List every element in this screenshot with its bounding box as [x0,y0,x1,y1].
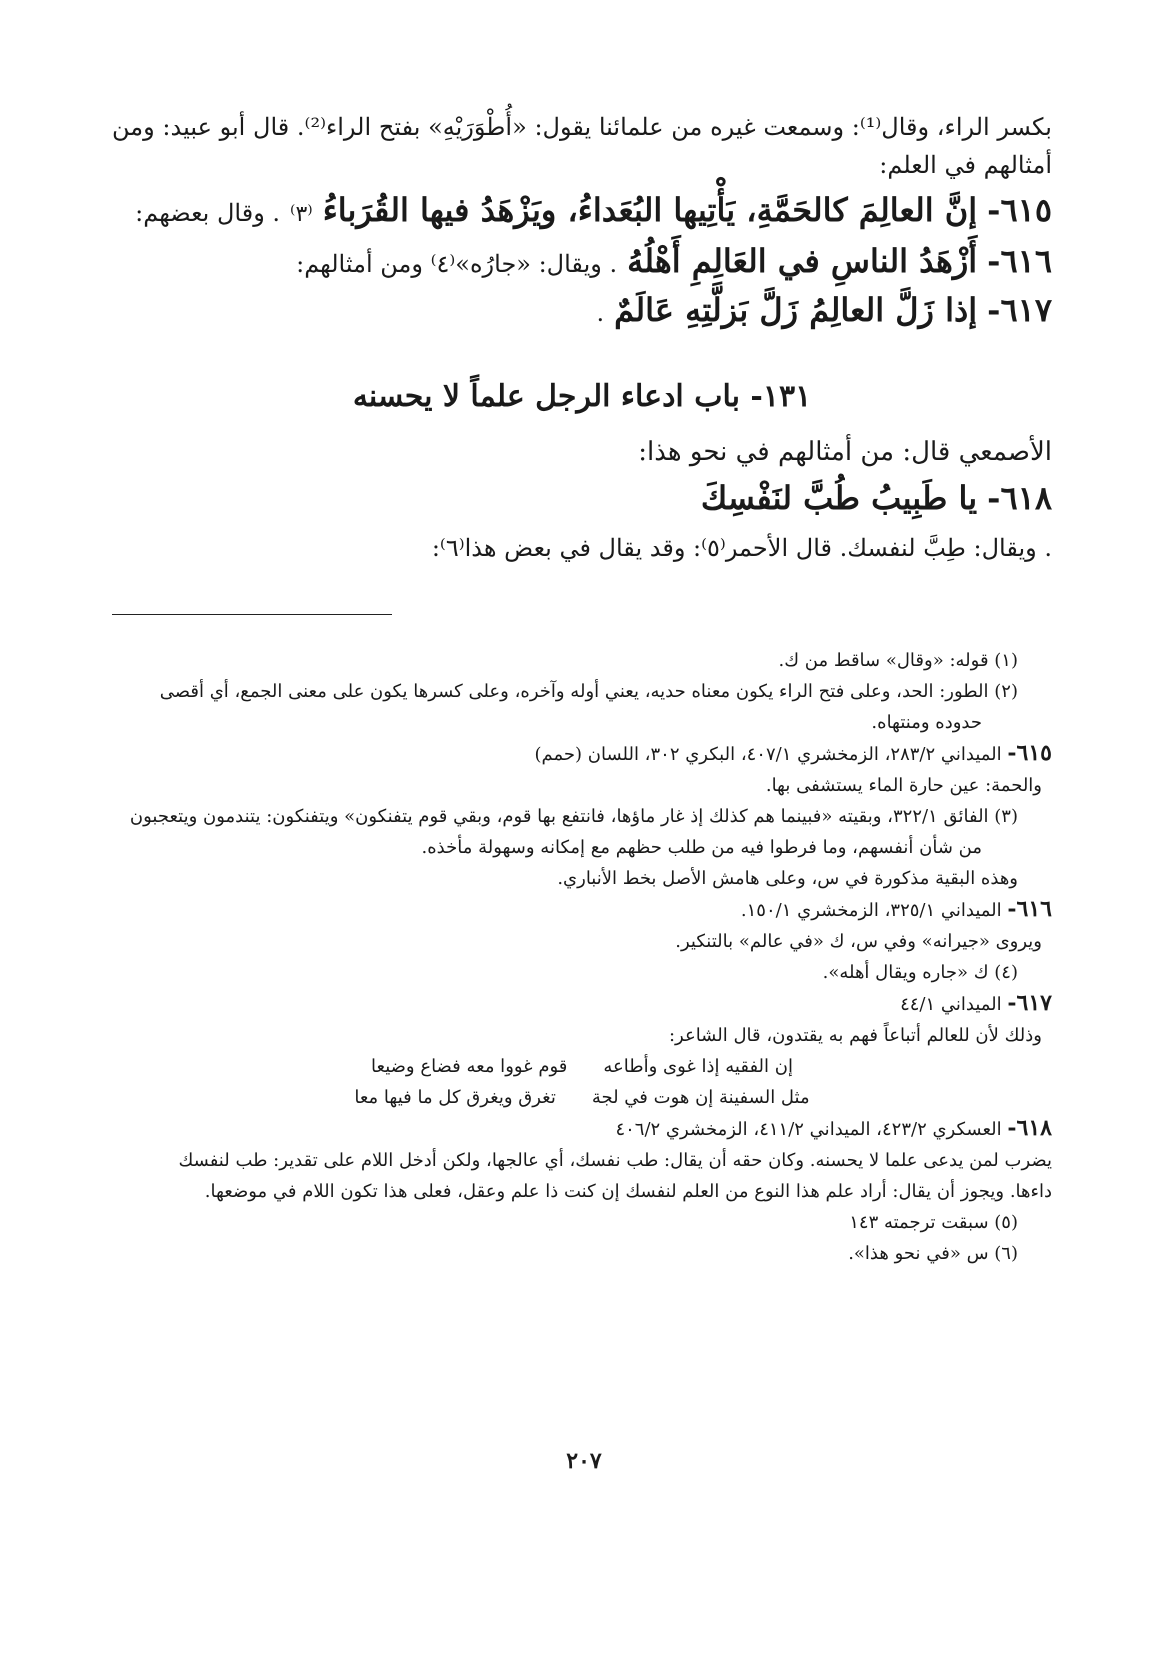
proverb-616 [112,241,1052,284]
proverb-text: يا طَبِيبُ طُبَّ لنَفْسِكَ [700,479,978,517]
reference-618 [112,1113,1052,1145]
page-body [112,108,1052,1269]
reference-text: العسكري ٤٢٣/٢، الميداني ٤١١/٢، الزمخشري ٤٠٦/٢ [615,1119,1002,1140]
proverb-text: أَزْهَدُ الناسِ في العَالِمِ أَهْلُهُ [627,242,978,280]
proverb-number: ٦١٦- [987,242,1052,280]
reference-617 [112,988,1052,1020]
footnote-divider [112,614,392,615]
footnote-1: (١) قوله: «وقال» ساقط من ك. [778,650,1018,671]
reference-615 [112,738,1052,770]
footnote-3-note: وهذه البقية مذكورة في س، وعلى هامش الأصل بخط الأنباري. [557,868,1018,889]
proverb-after: . [596,299,605,327]
proverb-618 [112,478,1052,568]
chapter-intro: الأصمعي قال: من أمثالهم في نحو هذا: [638,437,1052,467]
proverb-after: . ويقال: طِبَّ لنفسك. قال الأحمر⁽٥⁾: وقد يقال في بعض هذا⁽٦⁾: [431,534,1052,562]
proverb-615 [112,190,1052,235]
footnote-mark: ⁽٣⁾ [290,202,313,227]
footnote-2: (٢) الطور: الحد، وعلى فتح الراء يكون معناه حديه، يعني أوله وآخره، وعلى كسرها يكون على معنى الجمع، أي أقصى [159,681,1018,702]
reference-618-note-cont: داءها. ويجوز أن يقال: أراد علم هذا النوع من العلم لنفسك إن كنت ذا علم وعقل، فعلى هذا تكون اللام في موضعها. [204,1181,1052,1202]
page-number: ٢٠٧ [566,1448,602,1474]
footnote-3-cont: من شأن أنفسهم، وما فرطوا فيه من طلب حظهم مع إمكانه وسهولة مأخذه. [421,837,982,858]
reference-618-note: يضرب لمن يدعى علما لا يحسنه. وكان حقه أن يقال: طب نفسك، أي عالجها، ولكن أدخل اللام على تقدير: طب لنفسك [178,1150,1052,1171]
reference-text: الميداني ٤٤/١ [900,994,1002,1015]
proverb-number: ٦١٨- [987,479,1052,517]
footnote-3: (٣) الفائق ٣٢٢/١، وبقيته «فبينما هم كذلك إذ غار ماؤها، فانتفع بها قوم، وبقي قوم يتفنكون» ويتفنكون: يتندمون ويتعجبون [129,806,1018,827]
reference-number: ٦١٥- [1007,740,1052,766]
reference-617-note: وذلك لأن للعالم أتباعاً فهم به يقتدون، قال الشاعر: [668,1025,1042,1046]
hemistich: قوم غووا معه فضاع وضيعا [371,1056,568,1077]
hemistich: تغرق ويغرق كل ما فيها معا [354,1087,556,1108]
footnote-4: (٤) ك «جاره ويقال أهله». [822,962,1018,983]
proverb-after: . وقال بعضهم: [135,199,281,227]
proverb-number: ٦١٥- [987,191,1052,229]
hemistich: إن الفقيه إذا غوى وأطاعه [603,1056,793,1077]
hemistich: مثل السفينة إن هوت في لجة [591,1087,810,1108]
proverb-text: إذا زَلَّ العالِمُ زَلَّ بَزلَّتِهِ عَالَمٌ [614,291,978,329]
proverb-number: ٦١٧- [987,291,1052,329]
footnote-5: (٥) سبقت ترجمته ١٤٣ [849,1212,1018,1233]
footnote-6: (٦) س «في نحو هذا». [848,1243,1018,1264]
poem-verse-1 [112,1051,1052,1082]
reference-615-note: والحمة: عين حارة الماء يستشفى بها. [765,775,1042,796]
reference-text: الميداني ٢٨٣/٢، الزمخشري ٤٠٧/١، البكري ٣٠٢، اللسان (حمم) [534,744,1002,765]
reference-616 [112,894,1052,926]
footnotes [112,645,1052,1269]
reference-616-note: ويروى «جيرانه» وفي س، ك «في عالم» بالتنكير. [675,931,1042,952]
reference-number: ٦١٦- [1007,896,1052,922]
poem-verse-2 [112,1082,1052,1113]
chapter-heading: ١٣١- باب ادعاء الرجل علماً لا يحسنه [352,379,812,414]
proverb-text: إنَّ العالِمَ كالحَمَّةِ، يَأْتِيها البُعَداءُ، ويَزْهَدُ فيها القُرَباءُ [322,191,978,229]
proverb-617 [112,290,1052,333]
footnote-2-cont: حدوده ومنتهاه. [871,712,982,733]
reference-text: الميداني ٣٢٥/١، الزمخشري ١٥٠/١. [740,900,1002,921]
opening-paragraph: بكسر الراء، وقال⁽¹⁾: وسمعت غيره من علمائنا يقول: «أُطْوَرَيْهِ» بفتح الراء⁽²⁾. قال أبو عبيد: ومن أمثالهم في العلم: [112,113,1052,179]
reference-number: ٦١٧- [1007,990,1052,1016]
reference-number: ٦١٨- [1007,1115,1052,1141]
proverb-after: . ويقال: «جارُه»⁽٤⁾ ومن أمثالهم: [296,250,618,278]
